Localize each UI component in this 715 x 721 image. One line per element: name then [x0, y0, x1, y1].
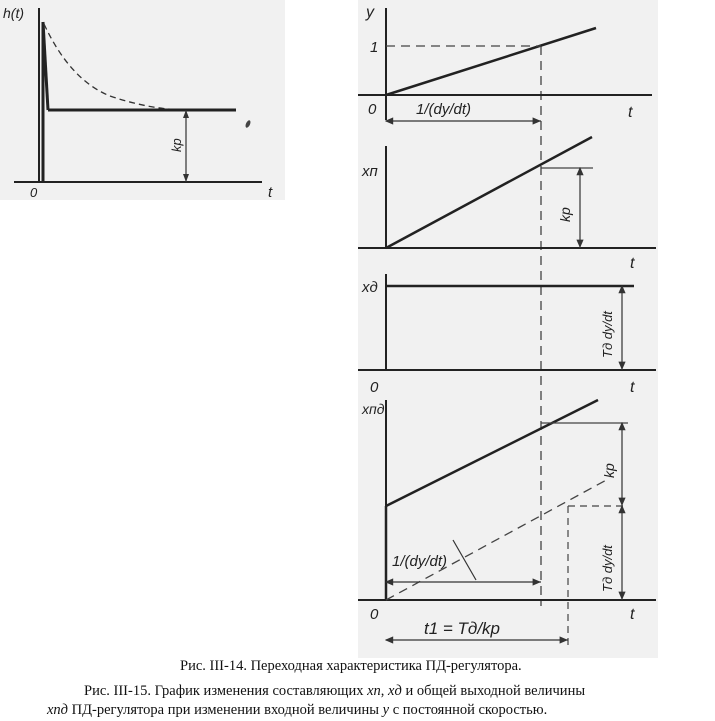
origin-label: 0 — [30, 185, 38, 200]
xd-label: xд — [362, 279, 378, 296]
panel-xd — [358, 274, 656, 396]
caption-fig-iii-14: Рис. III-14. Переходная характеристика ПД-регулятора. — [180, 658, 522, 674]
panel-xpd — [358, 400, 656, 650]
total-output-ramp — [386, 400, 598, 506]
t1-label: t1 = Tд/kp — [424, 619, 501, 638]
decay-curve — [44, 24, 180, 110]
origin-label: 0 — [370, 606, 379, 623]
input-ramp — [386, 28, 596, 95]
t-label: t — [628, 104, 633, 121]
pd-controller-components-plot — [358, 0, 658, 658]
origin-label: 0 — [368, 101, 377, 118]
panel-xp — [358, 137, 656, 272]
amplitude-label: Tд dy/dt — [600, 311, 615, 358]
figure-iii-14 — [0, 0, 285, 200]
amplitude-label: Tд dy/dt — [600, 545, 615, 592]
t-label: t — [630, 379, 635, 396]
xp-label: xп — [362, 163, 378, 180]
kp-label: kp — [169, 138, 184, 152]
xpd-label: xпд — [362, 401, 385, 417]
figure-iii-15 — [358, 0, 658, 658]
panel-y — [358, 4, 652, 121]
kp-label: kp — [601, 463, 617, 478]
origin-label: 0 — [370, 379, 379, 396]
t-label: t — [630, 606, 635, 623]
t-label: t — [630, 255, 635, 272]
y-label: y — [366, 4, 374, 21]
interval-label: 1/(dy/dt) — [416, 101, 472, 118]
caption-fig-iii-15-line1: Рис. III-15. График изменения составляющих xп, xд и общей выходной величины — [84, 683, 586, 699]
kp-label: kp — [557, 207, 573, 222]
t-axis-label: t — [268, 184, 273, 200]
h-axis-label: h(t) — [3, 5, 24, 21]
interval-label: 1/(dy/dt) — [392, 553, 448, 570]
proportional-ramp — [386, 137, 592, 248]
one-label: 1 — [370, 39, 379, 56]
transient-response-plot — [0, 0, 285, 200]
caption-fig-iii-15-line2: xпд ПД-регулятора при изменении входной величины y с постоянной скоростью. — [47, 702, 548, 718]
